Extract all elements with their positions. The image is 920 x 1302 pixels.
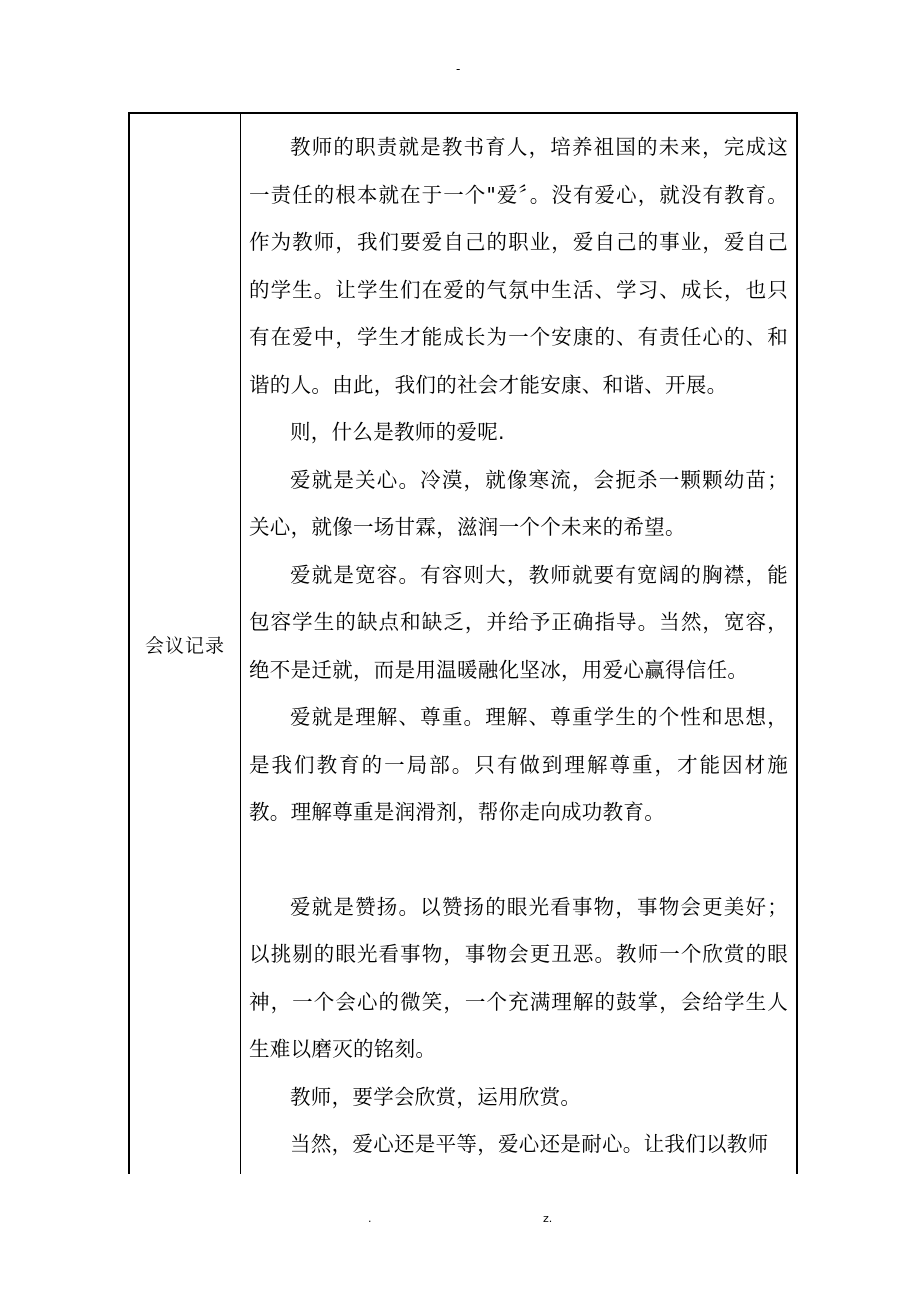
footer-left-mark: .	[368, 1212, 372, 1225]
paragraph-praise: 爱就是赞扬。以赞扬的眼光看事物，事物会更美好；以挑剔的眼光看事物，事物会更丑恶。教师一个欣赏的眼神，一个会心的微笑，一个充满理解的鼓掌，会给学生人生难以磨灭的铭刻。	[249, 894, 788, 1061]
header-mark: -	[456, 62, 461, 76]
paragraph-care: 爱就是关心。冷漠，就像寒流，会扼杀一颗颗幼苗；关心，就像一场甘霖，滋润一个个未来的希望。	[249, 467, 788, 539]
content-cell	[241, 114, 796, 1174]
paragraph-appreciation: 教师，要学会欣赏，运用欣赏。	[290, 1084, 582, 1109]
paragraph-understanding: 爱就是理解、尊重。理解、尊重学生的个性和思想，是我们教育的一局部。只有做到理解尊重，才能因材施教。理解尊重是润滑剂，帮你走向成功教育。	[249, 705, 788, 824]
paragraph-gap	[249, 837, 788, 884]
paragraph-equality: 当然，爱心还是平等，爱心还是耐心。让我们以教师	[290, 1132, 769, 1156]
meeting-record-label: 会议记录	[144, 634, 225, 657]
footer-right-mark: z.	[543, 1212, 553, 1225]
meeting-record-table	[128, 112, 798, 1174]
paragraph-tolerance: 爱就是宽容。有容则大，教师就要有宽阔的胸襟，能包容学生的缺点和缺乏，并给予正确指导。当然，宽容，绝不是迁就，而是用温暖融化坚冰，用爱心赢得信任。	[249, 562, 788, 682]
paragraph-intro: 教师的职责就是教书育人，培养祖国的未来，完成这一责任的根本就在于一个"爱〞。没有爱心，就没有教育。作为教师，我们要爱自己的职业，爱自己的事业，爱自己的学生。让学生们在爱的气氛中生活、学习、成长，也只有在爱中，学生才能成长为一个安康的、有责任心的、和谐的人。由此，我们的社会才能安康、和谐、开展。	[249, 135, 788, 397]
paragraph-question: 则，什么是教师的爱呢.	[290, 420, 505, 444]
label-cell	[130, 114, 241, 1174]
